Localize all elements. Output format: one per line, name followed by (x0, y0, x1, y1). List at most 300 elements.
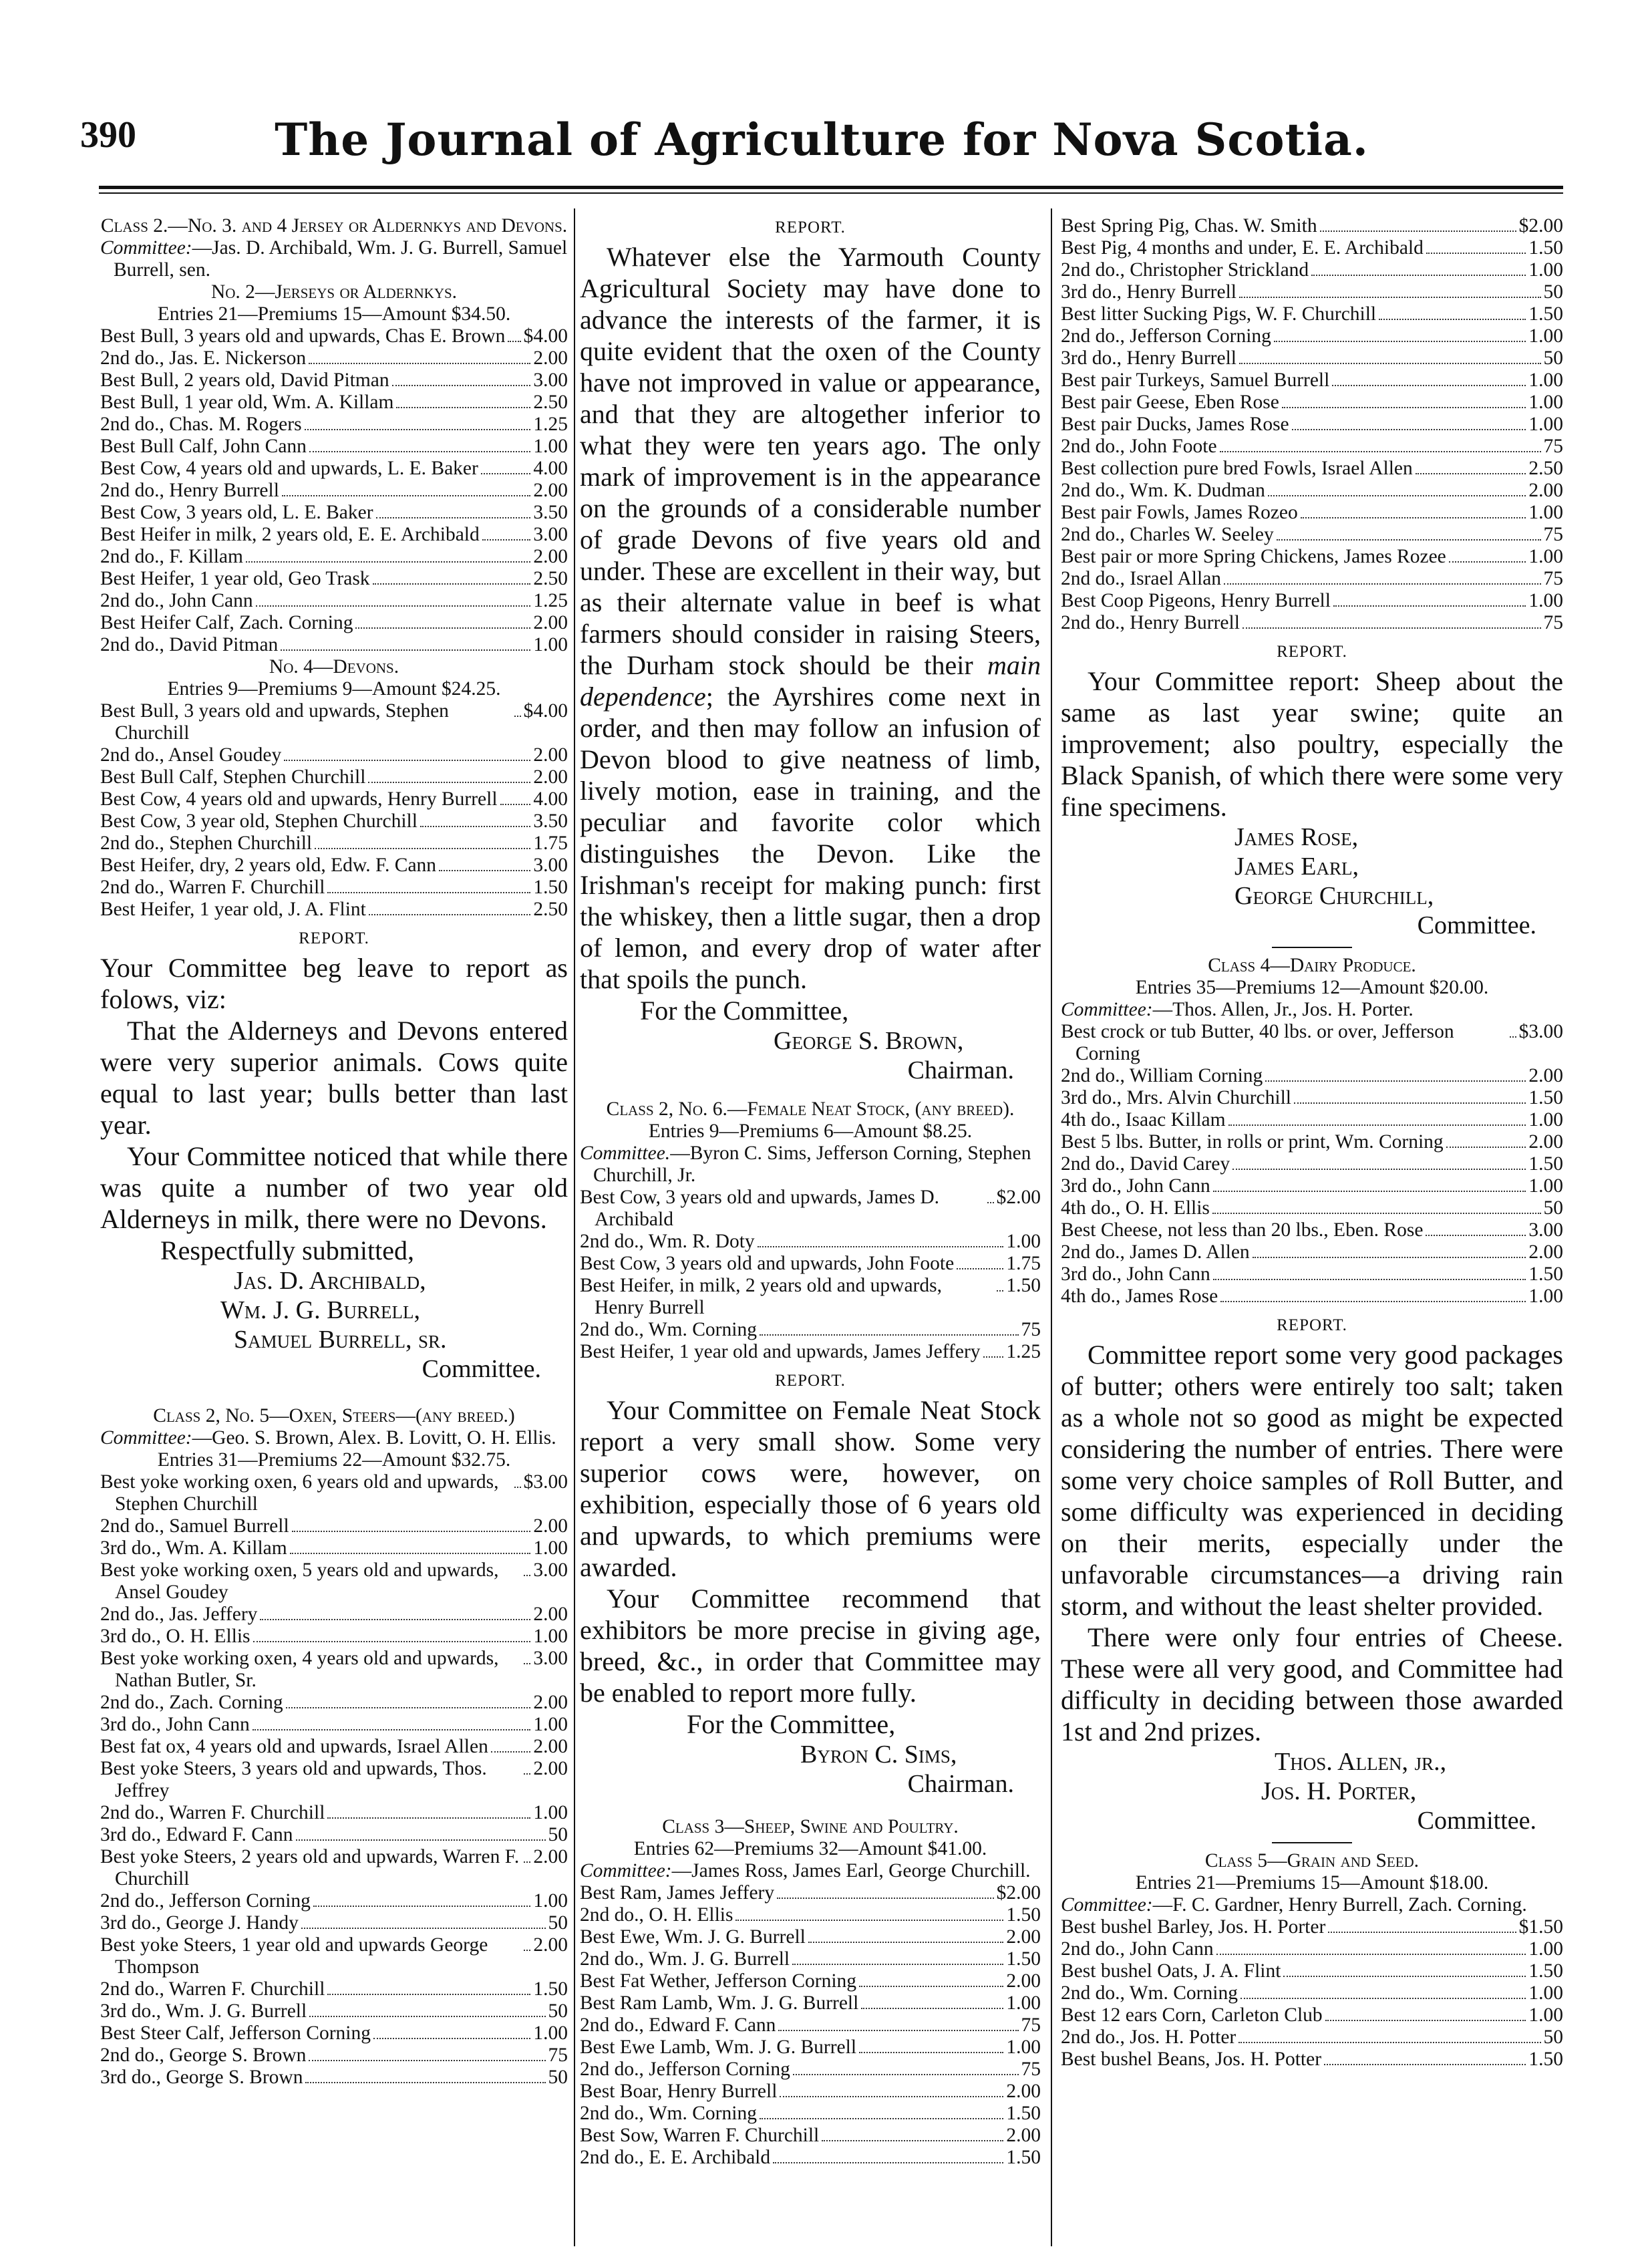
premium-item: 2nd do., O. H. Ellis (580, 1904, 733, 1926)
dot-leader (301, 1928, 546, 1929)
dot-leader (1212, 1213, 1541, 1214)
dot-leader (822, 2140, 1003, 2141)
premium-item: Best Bull, 3 years old and upwards, Chas E. Brown (100, 325, 506, 347)
premium-amount: 75 (1543, 524, 1563, 545)
premium-item: Best Ewe Lamb, Wm. J. G. Burrell (580, 2036, 857, 2058)
dot-leader (1416, 473, 1526, 474)
dot-leader (420, 826, 530, 827)
premium-amount: 50 (1543, 347, 1563, 369)
premium-amount: $2.00 (996, 1882, 1041, 1904)
dot-leader (1510, 1036, 1516, 1038)
premium-amount: 2.00 (533, 480, 568, 501)
premium-row (100, 766, 568, 788)
dot-leader (282, 495, 530, 496)
premium-item: Best Steer Calf, Jefferson Corning (100, 2022, 371, 2044)
premium-item: 2nd do., Henry Burrell (1061, 612, 1240, 633)
premium-item: 2nd do., Samuel Burrell (100, 1515, 289, 1537)
premium-item: Best Bull Calf, Stephen Churchill (100, 766, 366, 788)
signature-role: Committee. (422, 1355, 541, 1383)
premium-row (100, 1934, 568, 1978)
entries-summary: Entries 9—Premiums 9—Amount $24.25. (167, 678, 501, 700)
premium-row (100, 788, 568, 810)
dot-leader (1324, 2064, 1526, 2065)
premium-amount: $4.00 (523, 325, 568, 347)
premium-item: 2nd do., Jas. E. Nickerson (100, 347, 307, 369)
premium-row (100, 1912, 568, 1934)
premium-item: Best yoke working oxen, 5 years old and upwards, Ansel Goudey (100, 1559, 499, 1603)
premium-amount: 1.00 (533, 2022, 568, 2044)
premium-item: 2nd do., Zach. Corning (100, 1692, 283, 1713)
dot-leader (246, 561, 530, 563)
premium-row (1061, 281, 1563, 303)
journal-title: The Journal of Agriculture for Nova Scotia. (275, 114, 1369, 166)
dot-leader (368, 782, 530, 783)
premium-amount: 75 (1543, 436, 1563, 457)
premium-item: 2nd do., Chas. M. Rogers (100, 414, 302, 435)
premium-item: 3rd do., Mrs. Alvin Churchill (1061, 1087, 1291, 1108)
premium-item: 3rd do., John Cann (100, 1714, 250, 1735)
premium-item: Best Heifer, 1 year old, J. A. Flint (100, 899, 366, 920)
dot-leader (773, 2162, 1003, 2163)
subsection-heading: No. 2—Jerseys or Aldernkys. (210, 281, 458, 303)
premium-item: 3rd do., Wm. J. G. Burrell (100, 2000, 307, 2022)
premium-row (580, 2059, 1041, 2081)
dot-leader (778, 2030, 1018, 2031)
premium-row (100, 2045, 568, 2067)
premium-item: Best collection pure bred Fowls, Israel Allen (1061, 458, 1413, 479)
premium-amount: $3.00 (523, 1471, 568, 1493)
dot-leader (1449, 561, 1526, 563)
report-closing: For the Committee, (687, 1709, 896, 1739)
premium-amount: 2.00 (533, 612, 568, 633)
dot-leader (1333, 605, 1526, 607)
report-paragraph: Whatever else the Yarmouth County Agricultural Society may have done to advance the interests of the farmer, it is quite evident that the oxen of the County have not improved in value or appearance, and that they are altogether inferior to what they were ten years ago. The only mark of improvement is in the appearance on the grounds of a considerable number of grade Devons of five years old and under. These are excellent in their way, but as their alternate value in beef is what farmers should consider in raising Steers, the Durham stock should be their main dependence; the Ayrshires come next in order, and then may follow an infusion of Devon blood to give neatness of limb, lively motion, ease in training, and the peculiar and favorite color which distinguishes the Devon. Like the Irishman's receipt for making punch: first the whiskey, then a little sugar, then a drop of lemon, and every drop of water after that spoils the punch. (580, 242, 1041, 994)
premium-amount: 75 (1021, 1319, 1041, 1340)
report-heading: REPORT. (1277, 643, 1347, 661)
premium-item: 2nd do., Warren F. Churchill (100, 877, 325, 898)
premium-amount: 2.00 (533, 546, 568, 567)
signature: Thos. Allen, jr., (1275, 1748, 1447, 1776)
premium-row (580, 1253, 1041, 1275)
premium-row (100, 480, 568, 502)
premium-item: Best bushel Barley, Jos. H. Porter (1061, 1916, 1326, 1938)
premium-item: Best Heifer Calf, Zach. Corning (100, 612, 353, 633)
dot-leader (859, 1986, 1003, 1987)
premium-item: Best pair Ducks, James Rose (1061, 414, 1289, 435)
premium-item: Best yoke working oxen, 4 years old and upwards, Nathan Butler, Sr. (100, 1648, 499, 1691)
column-3 (1061, 215, 1563, 2240)
premium-row (100, 1758, 568, 1802)
premium-item: Best Bull, 3 years old and upwards, Stephen Churchill (100, 700, 449, 744)
dot-leader (1311, 275, 1526, 276)
dot-leader (983, 1356, 1004, 1358)
premium-row (1061, 1153, 1563, 1175)
dot-leader (296, 1839, 546, 1841)
premium-row (1061, 392, 1563, 414)
premium-item: Best Heifer in milk, 2 years old, E. E. Archibald (100, 524, 480, 545)
premium-row (1061, 546, 1563, 568)
premium-item: 2nd do., Jas. Jeffery (100, 1604, 258, 1625)
dot-leader (491, 1751, 531, 1753)
section-heading: Class 5—Grain and Seed. (1204, 1850, 1420, 1871)
premium-item: 2nd do., Wm. J. G. Burrell (580, 1948, 790, 1970)
premium-row (580, 1319, 1041, 1341)
premium-amount: $1.50 (1518, 1916, 1563, 1938)
entries-summary: Entries 31—Premiums 22—Amount $32.75. (157, 1449, 511, 1471)
premium-amount: 1.00 (1528, 546, 1563, 567)
premium-row (1061, 325, 1563, 347)
premium-amount: 1.50 (1528, 1153, 1563, 1175)
premium-item: Best Fat Wether, Jefferson Corning (580, 1970, 857, 1992)
premium-amount: 4.00 (533, 788, 568, 810)
report-paragraph: Committee report some very good packages of butter; others were entirely too salt; taken as a whole not so good as might be expected considering the number of entries. There were some very choice samples of Roll Butter, and some difficulty was experienced in deciding on their merits, especially under the unfavorable circumstances—a driving rain storm, and without the least shelter provided. (1061, 1340, 1563, 1621)
premium-amount: 2.00 (533, 766, 568, 788)
premium-row (580, 2014, 1041, 2036)
premium-item: 4th do., James Rose (1061, 1286, 1218, 1307)
premium-amount: 1.00 (533, 436, 568, 457)
report-heading: REPORT. (1277, 1316, 1347, 1334)
dot-leader (524, 1861, 530, 1863)
premium-item: 2nd do., Wm. Corning (580, 2103, 757, 2124)
premium-row (580, 2036, 1041, 2059)
dot-leader (500, 804, 531, 805)
dot-leader (524, 1575, 530, 1576)
committee-line: Committee:—Geo. S. Brown, Alex. B. Lovitt, O. H. Ellis. (100, 1427, 556, 1449)
signature: Jas. D. Archibald, (234, 1267, 426, 1295)
premium-item: Best yoke Steers, 1 year old and upwards George Thompson (100, 1934, 488, 1978)
premium-row (1061, 1286, 1563, 1308)
premium-amount: 3.00 (533, 855, 568, 876)
committee-line: Committee:—Thos. Allen, Jr., Jos. H. Porter. (1061, 999, 1414, 1020)
entries-summary: Entries 62—Premiums 32—Amount $41.00. (633, 1838, 987, 1859)
committee-line: Committee:—James Ross, James Earl, George Churchill. (580, 1860, 1031, 1881)
entries-summary: Entries 35—Premiums 12—Amount $20.00. (1135, 977, 1489, 998)
premium-amount: 1.00 (1528, 259, 1563, 281)
premium-row (100, 1736, 568, 1758)
premium-amount: 1.50 (1528, 1960, 1563, 1982)
premium-item: 2nd do., F. Killam (100, 546, 243, 567)
dot-leader (758, 1246, 1004, 1247)
premium-row (1061, 2049, 1563, 2071)
premium-amount: 1.00 (1528, 1175, 1563, 1197)
premium-amount: 2.50 (1528, 458, 1563, 479)
dot-leader (524, 1773, 530, 1775)
premium-row (1061, 480, 1563, 502)
premium-amount: 2.00 (533, 1515, 568, 1537)
dot-leader (808, 1942, 1004, 1943)
premium-row (100, 744, 568, 766)
premium-row (100, 612, 568, 634)
premium-item: 2nd do., Henry Burrell (100, 480, 279, 501)
premium-row (100, 1604, 568, 1626)
dot-leader (524, 1950, 530, 1951)
premium-amount: 1.50 (1006, 2103, 1041, 2124)
premium-amount: 1.00 (1528, 414, 1563, 435)
dot-leader (309, 451, 530, 452)
premium-row (1061, 1065, 1563, 1087)
premium-item: 2nd do., Christopher Strickland (1061, 259, 1309, 281)
premium-row (1061, 1131, 1563, 1153)
premium-row (100, 1824, 568, 1846)
premium-row (100, 524, 568, 546)
premium-item: Best crock or tub Butter, 40 lbs. or over, Jefferson Corning (1061, 1021, 1454, 1064)
premium-row (100, 392, 568, 414)
premium-amount: 1.00 (533, 1714, 568, 1735)
dot-leader (376, 517, 531, 518)
premium-row (100, 1714, 568, 1736)
premium-item: Best 5 lbs. Butter, in rolls or print, Wm. Corning (1061, 1131, 1444, 1153)
signature-role: Committee. (1417, 911, 1536, 939)
premium-item: 2nd do., Wm. Corning (1061, 1982, 1238, 2004)
premium-amount: 2.00 (533, 744, 568, 766)
report-paragraph: Your Committee on Female Neat Stock report a very small show. Some very superior cows were, however, on exhibition, especially those of 6 years old and upwards, to which premiums were awarded. (580, 1395, 1041, 1582)
signature: Byron C. Sims, (800, 1741, 957, 1769)
dot-leader (1301, 517, 1526, 518)
dot-leader (481, 473, 531, 474)
dot-leader (1332, 385, 1526, 386)
premium-amount: 75 (1021, 2059, 1041, 2080)
premium-amount: 1.25 (533, 414, 568, 435)
report-heading: REPORT. (775, 1372, 846, 1390)
dot-leader (957, 1268, 1003, 1269)
premium-item: Best Heifer, 1 year old, Geo Trask (100, 568, 370, 589)
premium-item: 2nd do., Jefferson Corning (1061, 325, 1271, 347)
premium-list (100, 700, 568, 921)
premium-amount: 4.00 (533, 458, 568, 479)
premium-item: 2nd do., Stephen Churchill (100, 833, 313, 854)
signature: Jos. H. Porter, (1261, 1777, 1417, 1805)
dot-leader (369, 914, 531, 915)
premium-row (100, 2022, 568, 2045)
premium-amount: 1.00 (1006, 2036, 1041, 2058)
premium-row (1061, 612, 1563, 634)
premium-row (100, 1471, 568, 1515)
premium-amount: 1.00 (1006, 1992, 1041, 2014)
dot-leader (327, 1817, 530, 1819)
dot-leader (1426, 1235, 1526, 1236)
premium-item: Best Bull, 1 year old, Wm. A. Killam (100, 392, 394, 413)
premium-row (1061, 1263, 1563, 1286)
premium-row (1061, 458, 1563, 480)
premium-item: Best Cow, 4 years old and upwards, L. E. Baker (100, 458, 478, 479)
dot-leader (859, 2052, 1003, 2053)
premium-row (100, 1515, 568, 1537)
premium-amount: 2.00 (1528, 1241, 1563, 1263)
dot-leader (524, 1663, 530, 1664)
premium-row (580, 1904, 1041, 1926)
premium-row (1061, 1916, 1563, 1938)
dot-leader (1241, 1998, 1526, 1999)
dot-leader (1426, 253, 1526, 254)
premium-amount: 50 (548, 2067, 568, 2088)
premium-row (100, 634, 568, 656)
premium-item: 2nd do., Wm. Corning (580, 1319, 757, 1340)
premium-item: 3rd do., Edward F. Cann (100, 1824, 293, 1845)
premium-row (100, 369, 568, 392)
premium-amount: 2.00 (1528, 480, 1563, 501)
premium-amount: 1.50 (533, 877, 568, 898)
dot-leader (284, 760, 530, 761)
premium-amount: 2.00 (533, 1736, 568, 1757)
premium-item: Best yoke Steers, 3 years old and upwards, Thos. Jeffrey (100, 1758, 487, 1801)
premium-item: Best Cow, 3 years old and upwards, James D. Archibald (580, 1187, 940, 1230)
premium-item: Best Spring Pig, Chas. W. Smith (1061, 215, 1317, 237)
report-paragraph: Your Committee beg leave to report as folows, viz: (100, 953, 568, 1014)
premium-row (580, 2103, 1041, 2125)
premium-row (580, 2125, 1041, 2147)
premium-amount: 2.00 (1528, 1065, 1563, 1086)
premium-item: Best litter Sucking Pigs, W. F. Churchill (1061, 303, 1377, 325)
premium-row (580, 1231, 1041, 1253)
premium-amount: 1.50 (1006, 1275, 1041, 1296)
entries-summary: Entries 21—Premiums 15—Amount $34.50. (157, 303, 511, 325)
dot-leader (1213, 1279, 1526, 1280)
premium-item: Best Sow, Warren F. Churchill (580, 2125, 820, 2146)
premium-amount: 2.00 (1006, 1970, 1041, 1992)
premium-item: Best Heifer, 1 year old and upwards, James Jeffery (580, 1341, 981, 1362)
report-closing: For the Committee, (640, 996, 849, 1026)
premium-row (100, 877, 568, 899)
dot-leader (309, 2060, 545, 2061)
section-heading: Class 2.—No. 3. and 4 Jersey or Aldernkys and Devons. (100, 215, 568, 237)
premium-amount: 1.50 (533, 1978, 568, 2000)
premium-amount: 1.00 (1528, 1938, 1563, 1960)
premium-item: 2nd do., E. E. Archibald (580, 2147, 771, 2168)
dot-leader (1325, 2020, 1526, 2021)
premium-row (1061, 1109, 1563, 1131)
premium-amount: 50 (548, 2000, 568, 2022)
dot-leader (315, 848, 530, 849)
premium-item: Best pair or more Spring Chickens, James Rozee (1061, 546, 1446, 567)
signature: Samuel Burrell, sr. (234, 1326, 447, 1354)
premium-item: 2nd do., David Pitman (100, 634, 279, 655)
section-heading: Class 2, No. 5—Oxen, Steers—(any breed.) (153, 1405, 515, 1426)
premium-row (1061, 436, 1563, 458)
report-paragraph: Your Committee recommend that exhibitors be more precise in giving age, breed, &c., in order that Committee may be enabled to report more fully. (580, 1583, 1041, 1708)
premium-amount: 1.75 (1006, 1253, 1041, 1274)
premium-amount: 2.00 (1528, 1131, 1563, 1153)
premium-item: 2nd do., Israel Allan (1061, 568, 1222, 589)
premium-list (1061, 215, 1563, 634)
premium-amount: 1.50 (1528, 1087, 1563, 1108)
premium-amount: 1.50 (1528, 237, 1563, 259)
dot-leader (760, 1334, 1019, 1336)
dot-leader (1277, 539, 1541, 541)
dot-leader (396, 407, 530, 408)
premium-list (1061, 1916, 1563, 2071)
premium-row (580, 1341, 1041, 1363)
premium-list (1061, 1021, 1563, 1308)
signature: Wm. J. G. Burrell, (220, 1296, 420, 1324)
premium-amount: 1.25 (533, 590, 568, 611)
premium-amount: $2.00 (996, 1187, 1041, 1208)
column-2 (580, 215, 1041, 2240)
dot-leader (780, 2096, 1003, 2097)
premium-row (100, 1802, 568, 1824)
premium-amount: 50 (1543, 2026, 1563, 2048)
premium-item: 2nd do., Charles W. Seeley (1061, 524, 1274, 545)
premium-amount: 1.00 (1528, 590, 1563, 611)
premium-row (580, 1926, 1041, 1948)
committee-line: Committee:—Jas. D. Archibald, Wm. J. G. Burrell, Samuel Burrell, sen. (100, 237, 568, 281)
premium-item: Best Cow, 3 years old, L. E. Baker (100, 502, 373, 523)
premium-item: Best pair Fowls, James Rozeo (1061, 502, 1298, 523)
premium-amount: 1.50 (1006, 1948, 1041, 1970)
premium-row (100, 325, 568, 347)
section-heading: Class 2, No. 6.—Female Neat Stock, (any breed). (606, 1098, 1015, 1120)
premium-row (580, 1275, 1041, 1319)
dot-leader (292, 1531, 531, 1532)
premium-amount: 2.00 (533, 1758, 568, 1779)
premium-amount: 1.00 (1528, 502, 1563, 523)
dot-leader (1268, 495, 1526, 496)
premium-item: Best Boar, Henry Burrell (580, 2081, 778, 2102)
dot-leader (514, 1487, 521, 1488)
dot-leader (392, 385, 531, 386)
premium-row (1061, 590, 1563, 612)
premium-amount: 1.00 (1528, 392, 1563, 413)
committee-line: Committee:—F. C. Gardner, Henry Burrell, Zach. Corning. (1061, 1894, 1527, 1916)
premium-item: Best Heifer, dry, 2 years old, Edw. F. Cann (100, 855, 437, 876)
premium-amount: 1.50 (1528, 303, 1563, 325)
premium-row (100, 502, 568, 524)
premium-row (100, 1559, 568, 1604)
premium-row (1061, 502, 1563, 524)
premium-amount: 1.25 (1006, 1341, 1041, 1362)
premium-item: Best Cheese, not less than 20 lbs., Eben. Rose (1061, 1219, 1424, 1241)
premium-row (1061, 2026, 1563, 2049)
premium-amount: 2.00 (533, 1692, 568, 1713)
premium-amount: $3.00 (1518, 1021, 1563, 1042)
premium-list (580, 1882, 1041, 2169)
premium-item: Best Bull Calf, John Cann (100, 436, 307, 457)
dot-leader (1379, 319, 1526, 320)
premium-item: Best bushel Oats, J. A. Flint (1061, 1960, 1281, 1982)
premium-item: 2nd do., William Corning (1061, 1065, 1263, 1086)
report-closing: Respectfully submitted, (160, 1235, 414, 1265)
premium-amount: 1.00 (1528, 325, 1563, 347)
premium-amount: 1.00 (533, 634, 568, 655)
premium-list (100, 325, 568, 656)
dot-leader (305, 429, 531, 430)
dot-leader (1292, 429, 1526, 430)
premium-amount: $2.00 (1518, 215, 1563, 237)
dot-leader (305, 2082, 545, 2083)
premium-amount: 1.00 (1528, 1982, 1563, 2004)
page-number: 390 (80, 114, 136, 156)
premium-amount: 75 (1543, 568, 1563, 589)
premium-row (100, 810, 568, 833)
signature: George Churchill, (1234, 882, 1434, 910)
premium-item: 2nd do., John Cann (100, 590, 253, 611)
dot-leader (1238, 2042, 1540, 2043)
dot-leader (1283, 1976, 1526, 1977)
subsection-heading: No. 4—Devons. (269, 656, 399, 677)
premium-amount: 2.00 (533, 1604, 568, 1625)
premium-item: 2nd do., Warren F. Churchill (100, 1802, 325, 1823)
premium-item: 2nd do., Ansel Goudey (100, 744, 282, 766)
premium-item: Best Bull, 2 years old, David Pitman (100, 369, 389, 391)
premium-amount: 3.00 (533, 1648, 568, 1669)
report-paragraph: Your Committee report: Sheep about the same as last year swine; quite an improvement; also poultry, especially the Black Spanish, of which there were some very fine specimens. (1061, 666, 1563, 822)
premium-amount: 2.50 (533, 899, 568, 920)
premium-item: Best Heifer, in milk, 2 years old and upwards, Henry Burrell (580, 1275, 942, 1318)
premium-amount: 75 (548, 2045, 568, 2066)
signature-role: Chairman. (907, 1056, 1014, 1084)
premium-item: 3rd do., John Cann (1061, 1263, 1210, 1285)
premium-row (1061, 1219, 1563, 1241)
dot-leader (1224, 583, 1540, 585)
